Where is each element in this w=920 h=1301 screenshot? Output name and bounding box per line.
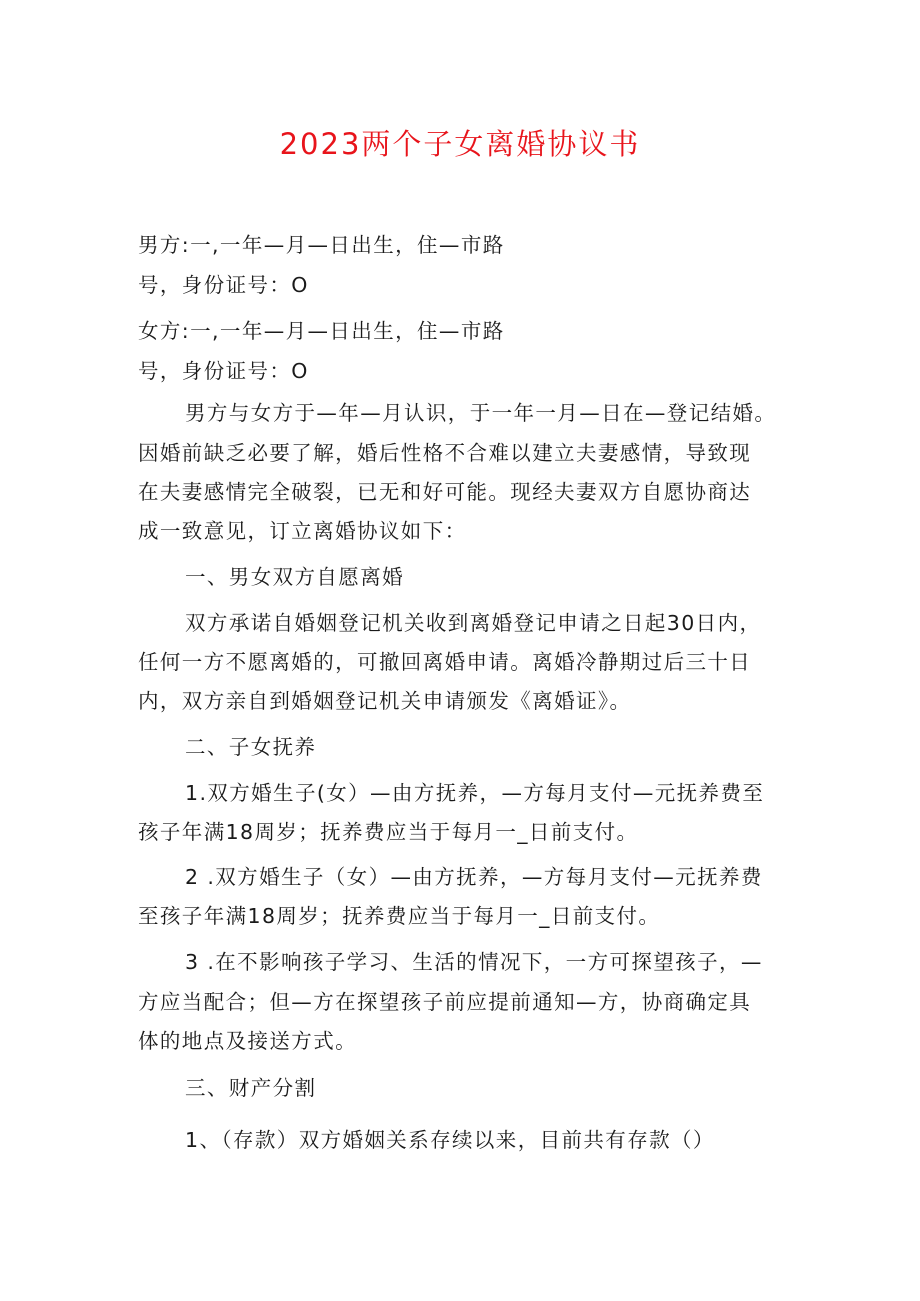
paragraph-line: 双方承诺自婚姻登记机关收到离婚登记申请之日起30日内， (185, 611, 762, 635)
paragraph-line: 方应当配合；但—方在探望孩子前应提前通知—方，协商确定具 (138, 990, 752, 1014)
document-title: 2023两个子女离婚协议书 (279, 127, 641, 161)
paragraph-line: 内，双方亲自到婚姻登记机关申请颁发《离婚证》。 (138, 689, 632, 713)
section-heading: 三、财产分割 (185, 1076, 317, 1100)
paragraph-line: 体的地点及接送方式。 (138, 1029, 357, 1053)
section-heading: 一、男女双方自愿离婚 (185, 565, 404, 589)
paragraph-line: 在夫妻感情完全破裂，已无和好可能。现经夫妻双方自愿协商达 (138, 480, 752, 504)
paragraph-line: 2 .双方婚生子（女）—由方抚养，—方每月支付—元抚养费 (185, 865, 763, 889)
section-heading: 二、子女抚养 (185, 735, 317, 759)
paragraph-line: 1.双方婚生子(女）—由方抚养，—方每月支付—元抚养费至 (185, 781, 765, 805)
paragraph-line: 成一致意见，订立离婚协议如下： (138, 519, 467, 543)
man-info-line-2: 号，身份证号：O (138, 273, 309, 297)
paragraph-line: 至孩子年满18周岁；抚养费应当于每月一_日前支付。 (138, 904, 661, 928)
paragraph-line: 因婚前缺乏必要了解，婚后性格不合难以建立夫妻感情，导致现 (138, 441, 752, 465)
woman-info-line-2: 号，身份证号：O (138, 359, 309, 383)
paragraph-line: 任何一方不愿离婚的，可撤回离婚申请。离婚冷静期过后三十日 (138, 650, 752, 674)
woman-info-line-1: 女方:一,一年—月—日出生，住—市路 (138, 319, 505, 343)
man-info-line-1: 男方:一,一年—月—日出生，住—市路 (138, 233, 505, 257)
paragraph-line: 3 .在不影响孩子学习、生活的情况下，一方可探望孩子，— (185, 950, 763, 974)
paragraph-line: 孩子年满18周岁；抚养费应当于每月一_日前支付。 (138, 820, 639, 844)
paragraph-line: 男方与女方于—年—月认识，于一年一月—日在—登记结婚。 (185, 401, 777, 425)
paragraph-line: 1、（存款）双方婚姻关系存续以来，目前共有存款（） (185, 1128, 715, 1152)
